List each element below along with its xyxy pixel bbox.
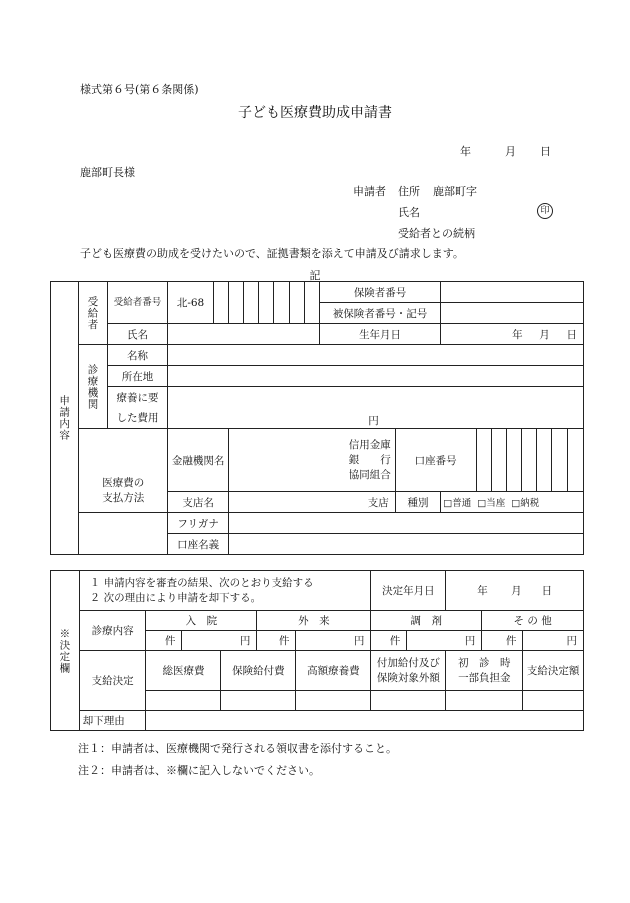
address-value: 鹿部町字 — [433, 185, 477, 198]
account-holder-label: 口座名義 — [168, 534, 229, 555]
ken-unit: 件 — [505, 635, 517, 647]
yen-unit: 円 — [566, 635, 577, 647]
section-label-application: 申請内容 — [51, 282, 79, 555]
high-cost-field[interactable] — [296, 691, 371, 711]
clinic-address-field[interactable] — [168, 366, 584, 387]
ki-label: 記 — [309, 269, 321, 282]
account-no-cell[interactable] — [491, 429, 506, 492]
bank-name-label: 金融機関名 — [168, 429, 229, 492]
col-payment-amount: 支給決定額 — [523, 651, 584, 691]
total-cost-field[interactable] — [146, 691, 221, 711]
account-no-label: 口座番号 — [395, 429, 476, 492]
payment-amount-field[interactable] — [523, 691, 584, 711]
account-no-cell[interactable] — [537, 429, 552, 492]
date-year: 年 — [460, 145, 471, 158]
relation-label: 受給者との続柄 — [398, 227, 475, 240]
seal-mark — [537, 203, 553, 219]
col-first-1: 初 診 時 — [458, 656, 511, 669]
decision-options — [79, 571, 371, 611]
form-title: 子ども医療費助成申請書 — [238, 105, 392, 121]
insurance-benefit-field[interactable] — [221, 691, 296, 711]
yen-unit: 円 — [464, 635, 476, 647]
beneficiary-no-cell[interactable] — [228, 282, 243, 324]
birth-month: 月 — [539, 328, 550, 341]
seal-icon: 印 — [537, 203, 553, 219]
beneficiary-label: 受給者 — [79, 282, 107, 345]
date-day: 日 — [540, 145, 551, 158]
col-high-cost: 高額療養費 — [296, 651, 371, 691]
dd-month: 月 — [511, 585, 522, 597]
ken-unit: 件 — [164, 635, 176, 647]
account-type-options[interactable] — [441, 492, 584, 513]
dd-day: 日 — [541, 585, 553, 597]
cost-label-bottom: した費用 — [107, 408, 168, 429]
col-extra-benefit — [371, 651, 446, 691]
account-holder-field[interactable] — [228, 534, 583, 555]
col-first-2: 一部負担金 — [458, 671, 511, 684]
col-first-visit — [446, 651, 523, 691]
insured-no-label: 被保険者番号・記号 — [319, 303, 440, 324]
beneficiary-name-field[interactable] — [168, 324, 320, 345]
section-label-decision: ※決定欄 — [51, 571, 80, 731]
account-no-cell[interactable] — [522, 429, 537, 492]
name-label: 氏名 — [398, 206, 420, 219]
type-current[interactable]: □当座 — [477, 498, 506, 509]
clinic-label: 診療機関 — [79, 345, 107, 429]
col-extra-1: 付加給付及び — [376, 656, 440, 669]
dd-year: 年 — [477, 585, 488, 597]
beneficiary-no-cell[interactable] — [304, 282, 319, 324]
branch-label: 支店名 — [168, 492, 229, 513]
outpatient-amount[interactable] — [296, 631, 371, 651]
cost-label-top: 療養に要 — [107, 387, 168, 408]
payment-label-1: 医療費の — [102, 477, 145, 489]
account-no-cell[interactable] — [552, 429, 567, 492]
account-no-cell[interactable] — [567, 429, 583, 492]
address-label: 住所 — [398, 185, 420, 198]
insurer-no-field[interactable] — [441, 282, 584, 303]
type-savings[interactable]: □普通 — [443, 498, 472, 509]
yen-unit: 円 — [239, 635, 251, 647]
cat-pharmacy: 調 剤 — [371, 611, 482, 631]
statement: 子ども医療費の助成を受けたいので、証拠書類を添えて申請及び請求します。 — [80, 247, 464, 260]
beneficiary-no-cell[interactable] — [244, 282, 259, 324]
beneficiary-no-value[interactable]: 北-68 — [168, 282, 214, 324]
treatment-label: 診療内容 — [79, 611, 146, 651]
birthdate-label: 生年月日 — [319, 324, 440, 345]
beneficiary-no-label: 受給者番号 — [107, 282, 168, 324]
decision-date-field[interactable] — [446, 571, 584, 611]
note-1: 注１：申請者は、医療機関で発行される領収書を添付すること。 — [78, 742, 397, 755]
applicant-label: 申請者 — [353, 185, 386, 198]
inpatient-count[interactable] — [146, 631, 182, 651]
pharmacy-count[interactable] — [371, 631, 407, 651]
decision-approve: １ 申請内容を審査の結果、次のとおり支給する — [89, 576, 314, 589]
extra-benefit-field[interactable] — [371, 691, 446, 711]
yen-unit: 円 — [353, 635, 365, 647]
branch-suffix: 支店 — [367, 496, 389, 509]
cost-yen: 円 — [368, 415, 379, 427]
payment-method-label — [79, 429, 168, 513]
application-table — [50, 281, 584, 555]
other-amount[interactable] — [523, 631, 584, 651]
pharmacy-amount[interactable] — [407, 631, 482, 651]
account-no-cell[interactable] — [476, 429, 491, 492]
decision-date-label: 決定年月日 — [371, 571, 446, 611]
decision-reject: ２ 次の理由により申請を却下する。 — [89, 591, 262, 604]
type-tax[interactable]: □納税 — [511, 498, 540, 509]
form-number: 様式第６号(第６条関係) — [80, 83, 199, 96]
reject-reason-field[interactable] — [146, 711, 584, 731]
insurer-no-label: 保険者番号 — [319, 282, 440, 303]
bank-name-field[interactable] — [228, 429, 395, 492]
ken-unit: 件 — [278, 635, 290, 647]
birthdate-field[interactable] — [441, 324, 584, 345]
account-no-cell[interactable] — [506, 429, 521, 492]
col-total-cost: 総医療費 — [146, 651, 221, 691]
cost-field[interactable] — [168, 387, 584, 429]
birth-year: 年 — [512, 328, 523, 341]
insured-no-field[interactable] — [441, 303, 584, 324]
beneficiary-no-cell[interactable] — [274, 282, 289, 324]
clinic-address-label: 所在地 — [107, 366, 168, 387]
ken-unit: 件 — [389, 635, 401, 647]
furigana-label: フリガナ — [168, 513, 229, 534]
beneficiary-name-label: 氏名 — [107, 324, 168, 345]
date-month: 月 — [505, 145, 516, 158]
inpatient-amount[interactable] — [182, 631, 257, 651]
furigana-field[interactable] — [228, 513, 583, 534]
decision-table — [50, 570, 584, 731]
beneficiary-no-cell[interactable] — [213, 282, 228, 324]
beneficiary-no-cell[interactable] — [289, 282, 304, 324]
bank-type-credit: 信用金庫 — [348, 438, 391, 451]
cat-other: そ の 他 — [482, 611, 584, 631]
recipient: 鹿部町長様 — [80, 166, 135, 179]
first-visit-field[interactable] — [446, 691, 523, 711]
account-type-label: 種別 — [395, 492, 441, 513]
payment-label-2: 支払方法 — [102, 492, 145, 504]
other-count[interactable] — [482, 631, 523, 651]
payment-decision-label: 支給決定 — [79, 651, 146, 711]
branch-field[interactable] — [228, 492, 395, 513]
reject-reason-label: 却下理由 — [79, 711, 146, 731]
outpatient-count[interactable] — [257, 631, 296, 651]
bank-type-coop: 協同組合 — [348, 468, 391, 481]
clinic-name-field[interactable] — [168, 345, 584, 366]
cat-outpatient: 外 来 — [257, 611, 371, 631]
beneficiary-no-cell[interactable] — [259, 282, 274, 324]
col-extra-2: 保険対象外額 — [376, 671, 440, 684]
note-2: 注２：申請者は、※欄に記入しないでください。 — [78, 764, 320, 777]
col-insurance-benefit: 保険給付費 — [221, 651, 296, 691]
clinic-name-label: 名称 — [107, 345, 168, 366]
cat-inpatient: 入 院 — [146, 611, 257, 631]
birth-day: 日 — [566, 328, 577, 341]
bank-type-bank: 銀 行 — [348, 453, 391, 466]
